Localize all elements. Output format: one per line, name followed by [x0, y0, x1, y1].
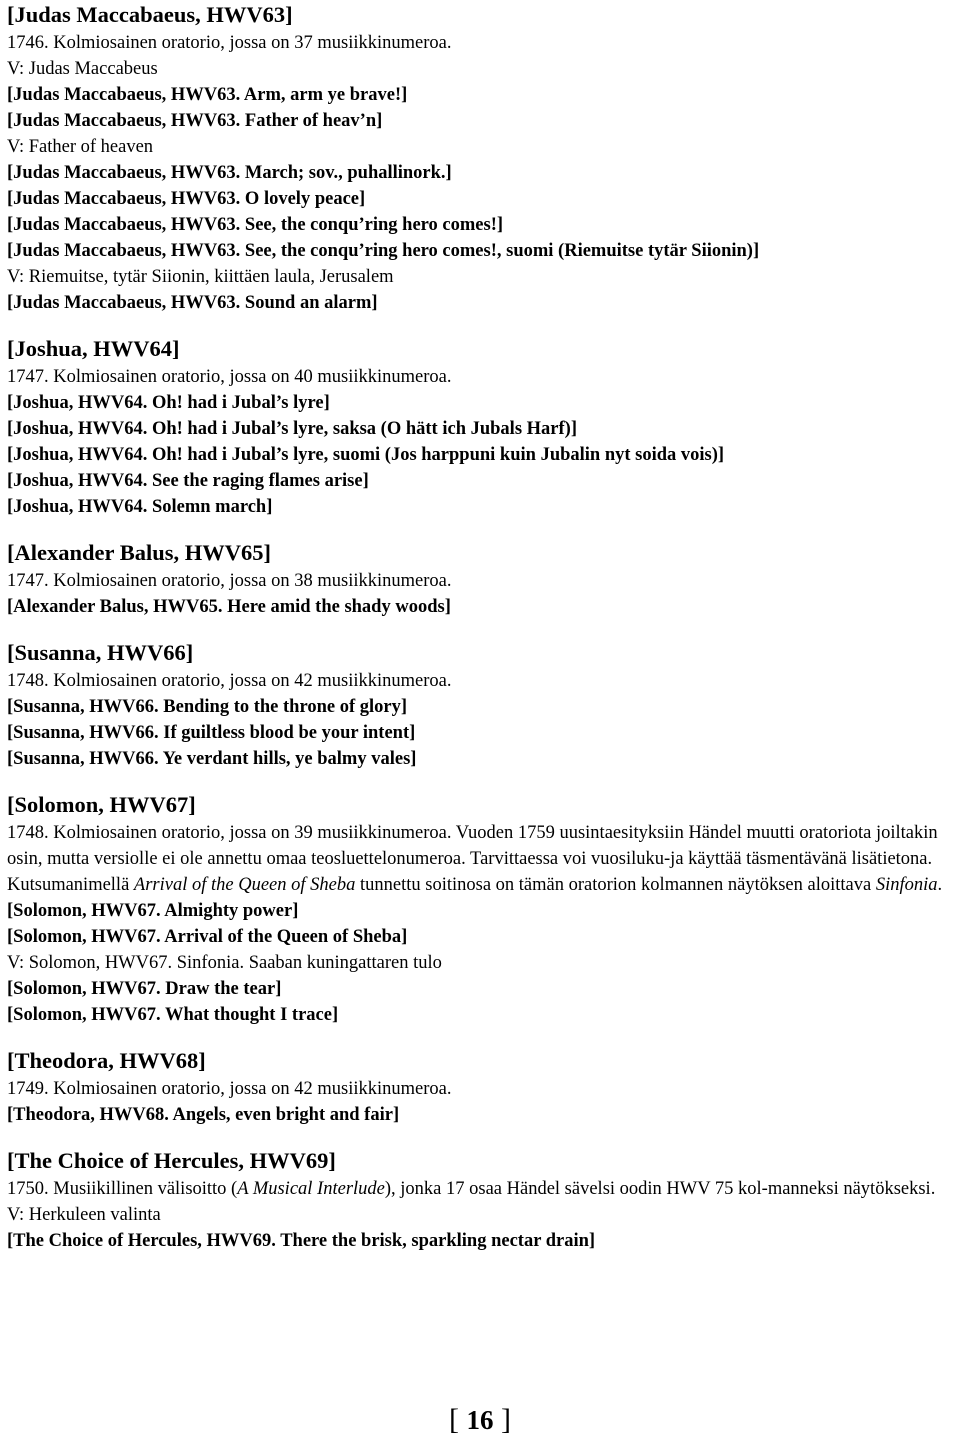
section-description: 1748. Kolmiosainen oratorio, jossa on 42 musiikkinumeroa. — [7, 671, 452, 691]
section-description: 1748. Kolmiosainen oratorio, jossa on 39 musiikkinumeroa. Vuoden 1759 uusintaesityksiin Händel muutti oratoriota joiltakin osin, mutta versiolle ei ole annettu omaa teosluettelonumeroa. Tarvittaessa voi vuosiluku-ja käyttää täsmentävänä lisätietona. Kutsumanimellä Arrival of the Queen of Sheba tunnettu soitinosa on tämän oratorion kolmannen näytöksen aloittava Sinfonia. — [7, 823, 943, 895]
section-heading-judas: [Judas Maccabaeus, HWV63] — [7, 2, 293, 27]
section-heading-theodora: [Theodora, HWV68] — [7, 1048, 206, 1073]
variant-title: V: Solomon, HWV67. Sinfonia. Saaban kuningattaren tulo — [7, 953, 442, 973]
entry-title: [Alexander Balus, HWV65. Here amid the shady woods] — [7, 597, 451, 617]
entry-title: [Solomon, HWV67. Almighty power] — [7, 901, 299, 921]
entry-title: [Judas Maccabaeus, HWV63. See, the conqu’ring hero comes!, suomi (Riemuitse tytär Siionin)] — [7, 241, 760, 261]
entry-title: [Joshua, HWV64. Solemn march] — [7, 497, 273, 517]
section-description: 1749. Kolmiosainen oratorio, jossa on 42 musiikkinumeroa. — [7, 1079, 452, 1099]
entry-title: [Judas Maccabaeus, HWV63. Arm, arm ye brave!] — [7, 85, 408, 105]
section-description: 1747. Kolmiosainen oratorio, jossa on 40 musiikkinumeroa. — [7, 367, 452, 387]
entry-title: [Joshua, HWV64. Oh! had i Jubal’s lyre] — [7, 393, 330, 413]
entry-title: [Joshua, HWV64. Oh! had i Jubal’s lyre, saksa (O hätt ich Jubals Harf)] — [7, 419, 577, 439]
section-heading-solomon: [Solomon, HWV67] — [7, 792, 196, 817]
section-heading-joshua: [Joshua, HWV64] — [7, 336, 180, 361]
section-heading-alexander: [Alexander Balus, HWV65] — [7, 540, 271, 565]
section-description: 1750. Musiikillinen välisoitto (A Musical Interlude), jonka 17 osaa Händel sävelsi oodin HWV 75 kol-manneksi näytökseksi. — [7, 1179, 936, 1199]
page-number: [ 16 ] — [449, 1403, 511, 1436]
entry-title: [Judas Maccabaeus, HWV63. Sound an alarm] — [7, 293, 378, 313]
entry-title: [Judas Maccabaeus, HWV63. O lovely peace] — [7, 189, 366, 209]
section-heading-susanna: [Susanna, HWV66] — [7, 640, 194, 665]
entry-title: [Joshua, HWV64. See the raging flames arise] — [7, 471, 369, 491]
section-description: 1747. Kolmiosainen oratorio, jossa on 38 musiikkinumeroa. — [7, 571, 452, 591]
entry-title: [Solomon, HWV67. Arrival of the Queen of Sheba] — [7, 927, 408, 947]
entry-title: [Theodora, HWV68. Angels, even bright and fair] — [7, 1105, 400, 1125]
section-heading-hercules: [The Choice of Hercules, HWV69] — [7, 1148, 336, 1173]
variant-title: V: Riemuitse, tytär Siionin, kiittäen laula, Jerusalem — [7, 267, 394, 287]
entry-title: [Joshua, HWV64. Oh! had i Jubal’s lyre, suomi (Jos harppuni kuin Jubalin nyt soida vois)] — [7, 445, 725, 465]
section-description: 1746. Kolmiosainen oratorio, jossa on 37 musiikkinumeroa. — [7, 33, 452, 53]
entry-title: [Judas Maccabaeus, HWV63. March; sov., puhallinork.] — [7, 163, 452, 183]
entry-title: [Judas Maccabaeus, HWV63. See, the conqu’ring hero comes!] — [7, 215, 504, 235]
entry-title: [Susanna, HWV66. Bending to the throne of glory] — [7, 697, 408, 717]
entry-title: [Susanna, HWV66. If guiltless blood be your intent] — [7, 723, 416, 743]
entry-title: [The Choice of Hercules, HWV69. There the brisk, sparkling nectar drain] — [7, 1231, 596, 1251]
variant-title: V: Herkuleen valinta — [7, 1205, 161, 1225]
variant-title: V: Father of heaven — [7, 137, 154, 157]
entry-title: [Susanna, HWV66. Ye verdant hills, ye balmy vales] — [7, 749, 417, 769]
entry-title: [Judas Maccabaeus, HWV63. Father of heav’n] — [7, 111, 383, 131]
variant-title: V: Judas Maccabeus — [7, 59, 158, 79]
entry-title: [Solomon, HWV67. Draw the tear] — [7, 979, 282, 999]
entry-title: [Solomon, HWV67. What thought I trace] — [7, 1005, 339, 1025]
document-page — [7, 0, 953, 1254]
